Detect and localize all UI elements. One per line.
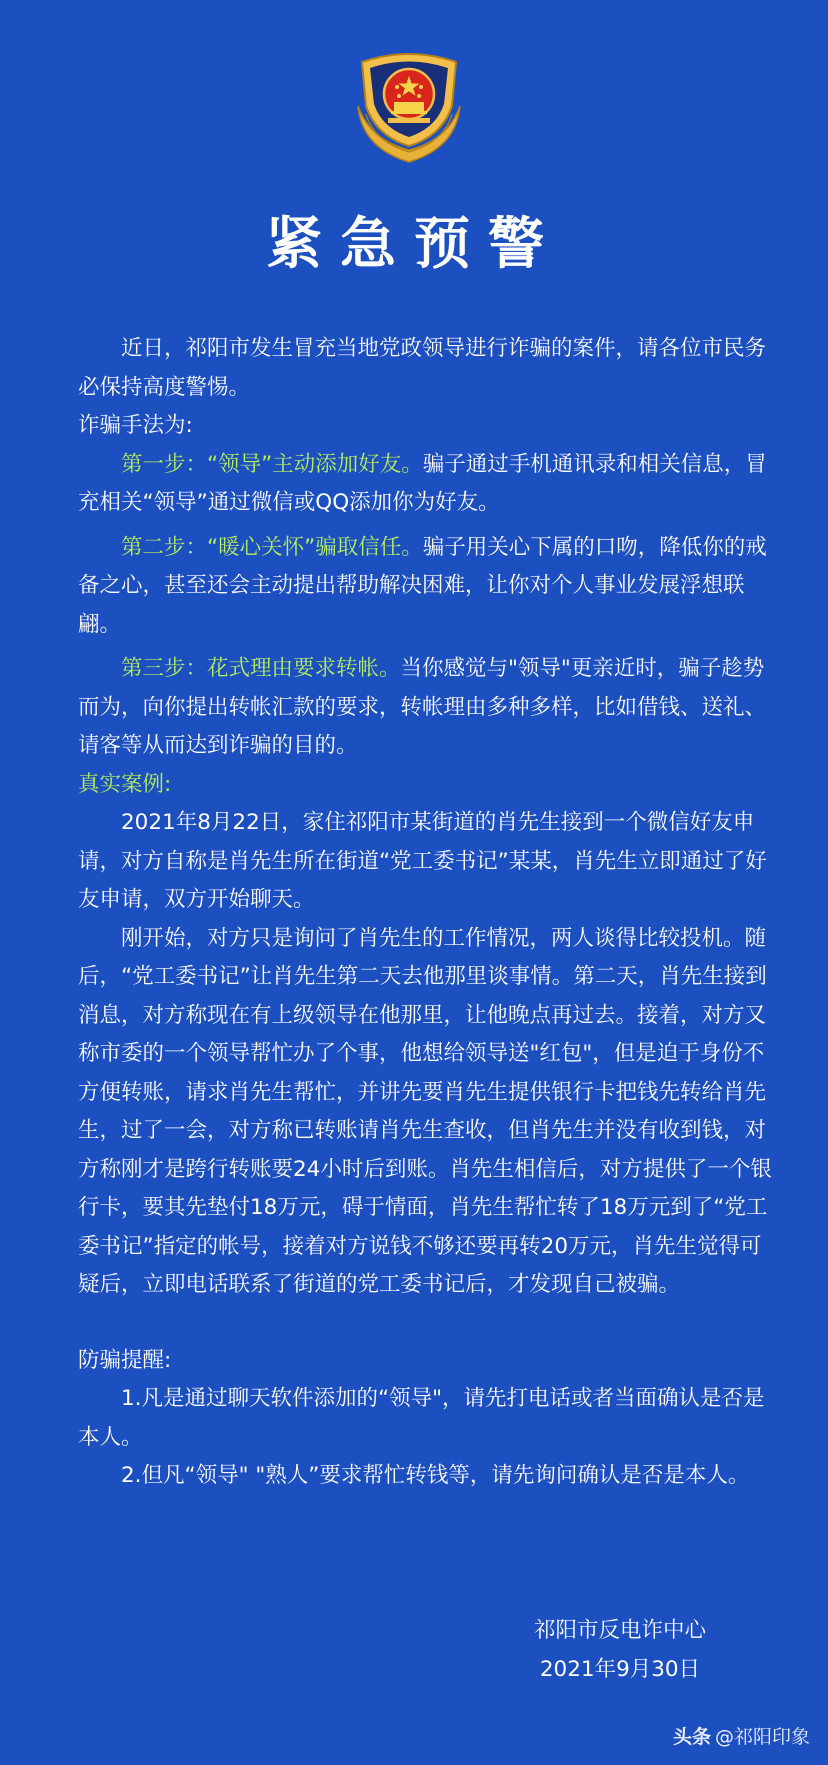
methods-heading: 诈骗手法为:	[78, 413, 193, 438]
watermark-handle: @祁阳印象	[714, 1726, 810, 1748]
signature-date: 2021年9月30日	[539, 1656, 701, 1682]
tip-item: 2.但凡“领导" "熟人”要求帮忙转钱等，请先询问确认是否是本人。	[121, 1463, 750, 1488]
step-paragraph	[78, 446, 778, 523]
case-paragraph: 刚开始，对方只是询问了肖先生的工作情况，两人谈得比较投机。随后，“党工委书记”让肖先生第二天去他那里谈事情。第二天，肖先生接到消息，对方称现在有上级领导在他那里，让他晚点再过去。接着，对方又称市委的一个领导帮忙办了个事，他想给领导送"红包"，但是迫于身份不方便转账，请求肖先生帮忙，并讲先要肖先生提供银行卡把钱先转给肖先生，过了一会，对方称已转账请肖先生查收，但肖先生并没有收到钱，对方称刚才是跨行转账要24小时后到账。肖先生相信后，对方提供了一个银行卡，要其先垫付18万元，碍于情面，肖先生帮忙转了18万元到了“党工委书记”指定的帐号，接着对方说钱不够还要再转20万元，肖先生觉得可疑后，立即电话联系了街道的党工委书记后，才发现自己被骗。	[78, 925, 772, 1297]
step-text: 骗子通过手机通讯录和相关信息，冒充相关“领导”通过微信或QQ添加你为好友。	[78, 451, 767, 515]
step-label: 第二步：“暖心关怀”骗取信任。	[121, 534, 423, 560]
step-paragraph	[78, 650, 778, 766]
step-label: 第一步：“领导”主动添加好友。	[121, 451, 423, 477]
article-body	[78, 330, 778, 1496]
step-text: 当你感觉与"领导"更亲近时，骗子趁势而为，向你提出转帐汇款的要求，转帐理由多种多样，比如借钱、送礼、请客等从而达到诈骗的目的。	[78, 656, 767, 758]
step-text: 骗子用关心下属的口吻，降低你的戒备之心，甚至还会主动提出帮助解决困难，让你对个人事业发展浮想联翩。	[78, 534, 767, 637]
police-emblem-icon	[344, 44, 474, 164]
step-label: 第三步：花式理由要求转帐。	[121, 656, 401, 681]
watermark	[673, 1722, 810, 1749]
case-paragraph: 2021年8月22日，家住祁阳市某街道的肖先生接到一个微信好友申请，对方自称是肖先生所在街道“党工委书记”某某，肖先生立即通过了好友申请，双方开始聊天。	[78, 810, 767, 912]
signature-org: 祁阳市反电诈中心	[533, 1618, 706, 1643]
signature	[520, 1612, 720, 1689]
watermark-brand: 头条	[672, 1726, 711, 1748]
tip-item: 1.凡是通过聊天软件添加的“领导"，请先打电话或者当面确认是否是本人。	[78, 1386, 765, 1450]
case-heading: 真实案例:	[78, 771, 172, 797]
page-title: 紧急预警	[266, 211, 562, 277]
step-paragraph	[78, 529, 778, 645]
intro-paragraph: 近日，祁阳市发生冒充当地党政领导进行诈骗的案件，请各位市民务必保持高度警惕。	[78, 336, 767, 400]
tips-heading: 防骗提醒:	[78, 1347, 172, 1373]
